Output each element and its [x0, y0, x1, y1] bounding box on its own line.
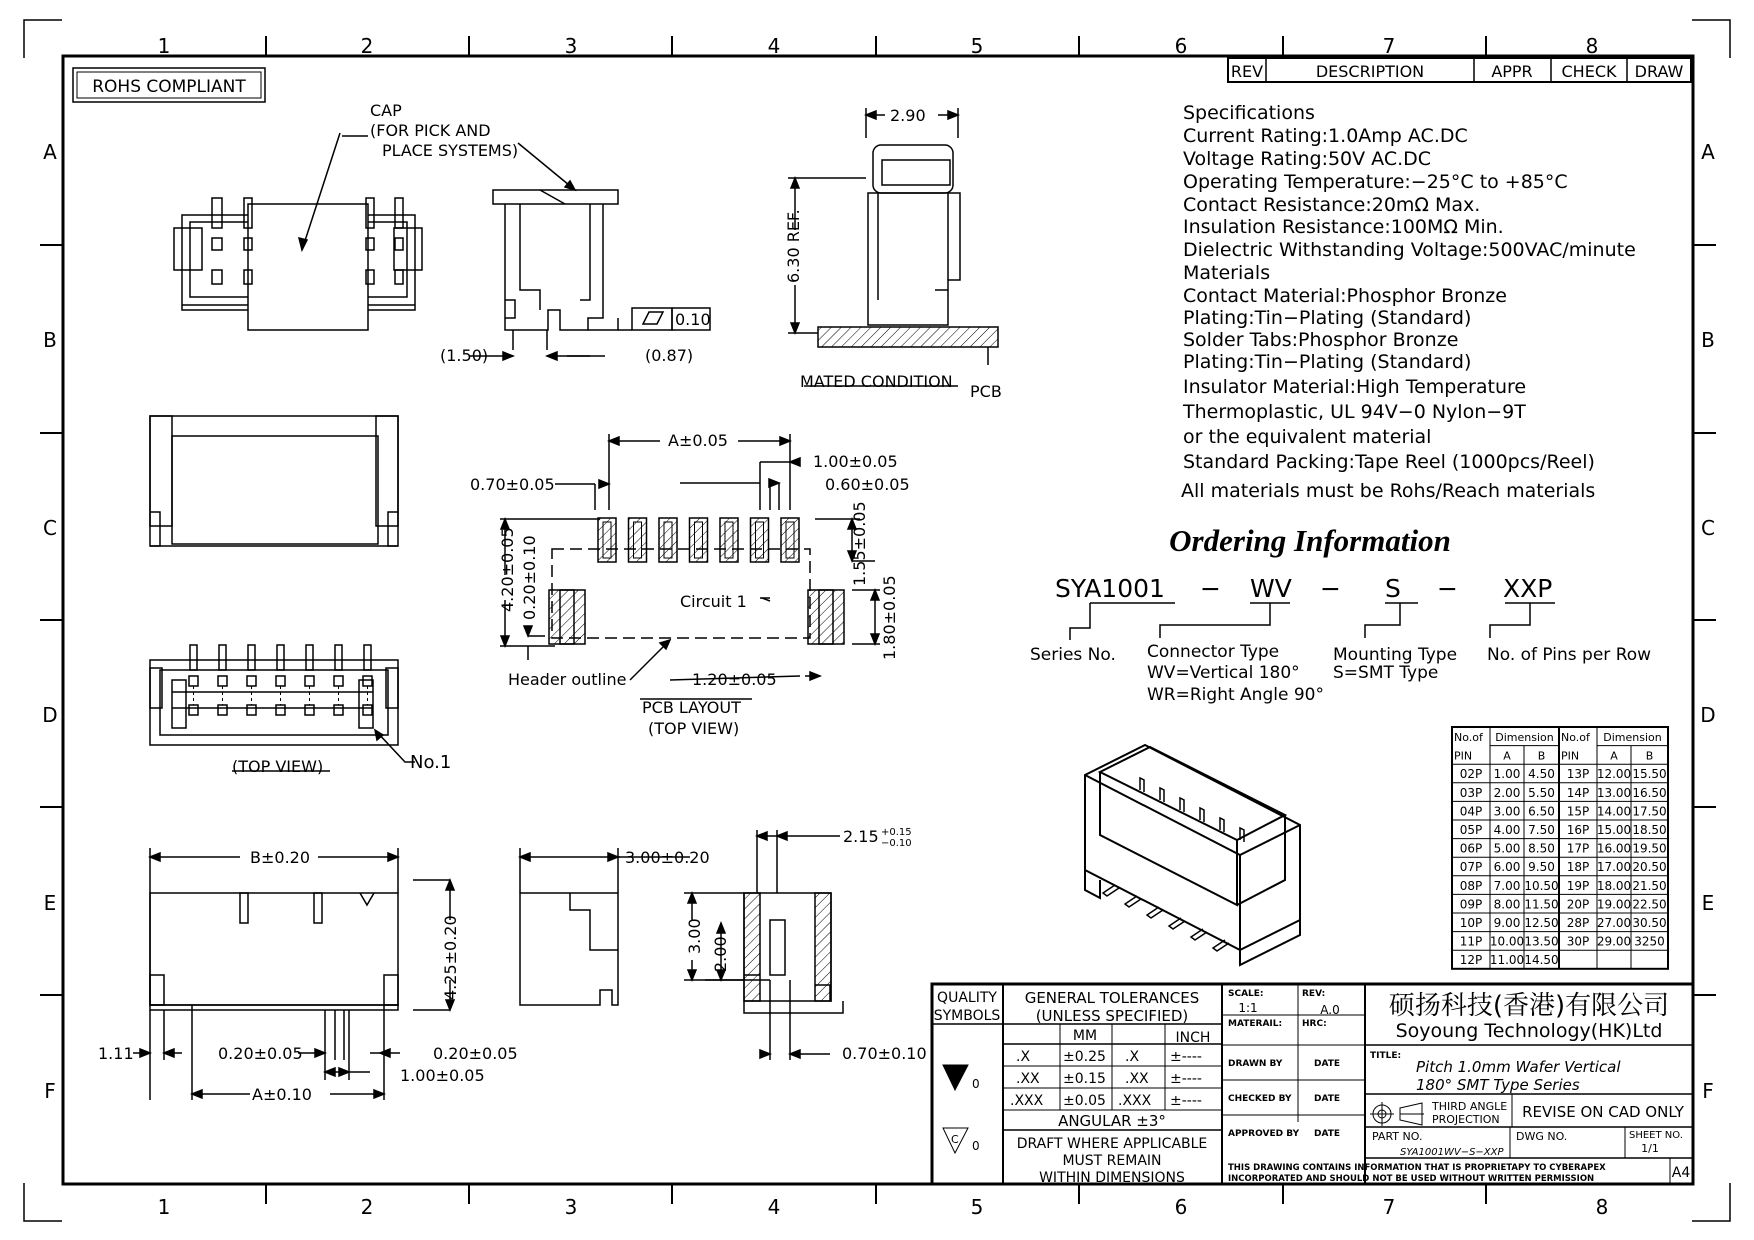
pcb-pad	[781, 518, 799, 562]
col-label: 7	[1382, 34, 1396, 58]
table-cell: 2.00	[1493, 785, 1521, 800]
col-label: 8	[1595, 1195, 1609, 1219]
partno-value: SYA1001WV−S−XXP	[1400, 1147, 1504, 1158]
table-header: B	[1537, 749, 1546, 763]
isometric-connector	[1085, 745, 1300, 965]
pin	[335, 645, 342, 670]
table-cell: 16P	[1566, 823, 1590, 837]
hrc-label: HRC:	[1302, 1019, 1327, 1029]
table-cell: 8.00	[1493, 897, 1521, 912]
dim-label: 0.20±0.10	[520, 535, 539, 620]
spec-line: Contact Resistance:20mΩ Max.	[1183, 194, 1481, 216]
dim-label: A±0.10	[252, 1085, 312, 1104]
dim-label: (1.50)	[440, 346, 489, 365]
table-cell: 9.50	[1528, 860, 1555, 875]
table-cell: 27.00	[1596, 916, 1632, 930]
date-label: DATE	[1314, 1059, 1341, 1069]
bottom-side-view	[520, 893, 618, 1005]
table-header: No.of	[1454, 731, 1483, 744]
dim-label: 1.00±0.05	[400, 1066, 485, 1085]
dim-label: 0.70±0.10	[842, 1044, 927, 1063]
table-header: B	[1645, 749, 1654, 763]
revise-label: REVISE ON CAD ONLY	[1522, 1103, 1684, 1121]
col-label: 6	[1174, 1195, 1188, 1219]
col-label: 7	[1382, 1195, 1396, 1219]
projection-label: PROJECTION	[1432, 1113, 1500, 1126]
iso-pin	[1200, 808, 1204, 822]
table-cell: 13.50	[1524, 934, 1559, 949]
pcb-pad	[690, 518, 708, 562]
pin	[248, 645, 255, 670]
row-label: D	[42, 703, 58, 727]
label-conn-wr: WR=Right Angle 90°	[1147, 685, 1324, 705]
cap-label: PLACE SYSTEMS)	[382, 141, 519, 160]
pcb-pad	[629, 518, 647, 562]
col-label: 8	[1585, 34, 1599, 58]
dim-label: 4.25±0.20	[441, 915, 460, 1000]
row-label: C	[43, 516, 57, 540]
table-cell: 6.00	[1493, 860, 1521, 875]
mated-label: MATED CONDITION	[800, 372, 953, 391]
table-cell: 28P	[1566, 916, 1590, 930]
table-cell: 18.00	[1596, 878, 1632, 893]
dim-label: 1.55±0.05	[850, 501, 869, 586]
tol-cell: .XXX	[1010, 1093, 1044, 1109]
spec-line: Plating:Tin−Plating (Standard)	[1183, 307, 1472, 329]
spec-line: Current Rating:1.0Amp AC.DC	[1183, 125, 1468, 147]
row-label: C	[1701, 516, 1715, 540]
table-cell: 10P	[1459, 916, 1483, 930]
label-mount: Mounting Type	[1333, 645, 1458, 665]
dim-label: 0.70±0.05	[470, 475, 555, 494]
material-label: MATERAIL:	[1228, 1019, 1283, 1029]
table-cell: 14.00	[1596, 804, 1632, 819]
drawing-title: 180° SMT Type Series	[1416, 1076, 1580, 1094]
drawing-title: Pitch 1.0mm Wafer Vertical	[1416, 1058, 1621, 1076]
inch-header: INCH	[1175, 1030, 1211, 1046]
table-cell: 08P	[1459, 878, 1483, 893]
tol-cell: .X	[1125, 1049, 1140, 1065]
table-cell: 6.50	[1528, 804, 1555, 819]
specifications	[1181, 102, 1636, 502]
part-dash: −	[1320, 574, 1341, 603]
pin	[277, 645, 284, 670]
part-series: SYA1001	[1055, 574, 1165, 603]
row-label: B	[43, 328, 57, 352]
tol-cell: .XX	[1125, 1071, 1149, 1087]
top-view	[150, 660, 398, 745]
table-cell: 19.00	[1596, 897, 1632, 912]
approved-label: APPROVED BY	[1228, 1129, 1300, 1139]
table-cell: 13P	[1566, 767, 1590, 782]
table-cell: 04P	[1459, 804, 1483, 819]
draft-label: DRAFT WHERE APPLICABLE	[1016, 1136, 1208, 1152]
col-label: 5	[970, 1195, 984, 1219]
table-cell: 30P	[1566, 934, 1590, 949]
row-label: F	[44, 1079, 56, 1103]
spec-line: Solder Tabs:Phosphor Bronze	[1183, 329, 1459, 351]
date-label: DATE	[1314, 1129, 1341, 1139]
tol-cell: .XXX	[1118, 1093, 1152, 1109]
table-cell: 06P	[1459, 841, 1483, 856]
projection-label: THIRD ANGLE	[1432, 1100, 1508, 1113]
spec-line: Materials	[1183, 262, 1271, 284]
tolerance-sub: (UNLESS SPECIFIED)	[1035, 1007, 1189, 1025]
table-header: A	[1610, 749, 1618, 763]
table-cell: 11P	[1459, 934, 1483, 949]
spec-line: Voltage Rating:50V AC.DC	[1183, 148, 1432, 170]
partno-label: PART NO.	[1372, 1130, 1423, 1143]
label-pins: No. of Pins per Row	[1487, 645, 1652, 665]
col-label: 3	[564, 1195, 578, 1219]
rev-value: A.0	[1320, 1003, 1340, 1017]
table-cell: 17.00	[1596, 860, 1632, 875]
table-cell: 11.00	[1489, 953, 1525, 968]
table-cell: 12.50	[1524, 916, 1559, 930]
pcb-pad	[720, 518, 738, 562]
front-view	[174, 198, 422, 330]
dim-tolerance: −0.10	[881, 838, 912, 849]
dim-label: 0.20±0.05	[218, 1044, 303, 1063]
symbol-value: 0	[972, 1077, 980, 1091]
dim-label: 1.11	[98, 1044, 134, 1063]
pin	[306, 645, 313, 670]
col-label: 5	[970, 34, 984, 58]
table-cell: 9.00	[1493, 916, 1521, 930]
label-series: Series No.	[1030, 645, 1116, 665]
table-header: Dimension	[1603, 731, 1662, 744]
symbol-value: 0	[972, 1139, 980, 1153]
title-label: TITLE:	[1370, 1051, 1402, 1061]
dim-label: 4.20±0.05	[498, 527, 517, 612]
company-cn: 硕扬科技(香港)有限公司	[1388, 991, 1670, 1021]
dim-label: 3.00	[685, 918, 704, 954]
table-cell: 18P	[1566, 860, 1590, 875]
pcb-pad	[659, 518, 677, 562]
spec-line: or the equivalent material	[1183, 426, 1432, 448]
ordering-information	[1030, 523, 1651, 705]
symbol-c: C	[951, 1133, 959, 1146]
dim-label: 3.00±0.20	[625, 848, 710, 867]
table-cell: 15P	[1566, 804, 1590, 819]
scale-value: 1:1	[1238, 1001, 1258, 1015]
table-header: No.of	[1561, 731, 1590, 744]
table-cell: 29.00	[1596, 934, 1632, 949]
table-cell: 7.50	[1528, 823, 1555, 837]
table-cell: 05P	[1459, 823, 1483, 837]
col-label: 4	[767, 34, 781, 58]
col-label: 2	[360, 34, 374, 58]
dim-label: 2.90	[890, 106, 926, 125]
table-cell: 16.00	[1596, 841, 1632, 856]
part-pins: XXP	[1503, 574, 1553, 603]
table-cell: 07P	[1459, 860, 1483, 875]
dim-label: 1.80±0.05	[880, 575, 899, 660]
topview-label: (TOP VIEW)	[232, 757, 324, 776]
iso-pin	[1160, 788, 1164, 802]
draw-header: DRAW	[1634, 62, 1684, 81]
col-label: 1	[157, 1195, 171, 1219]
spec-line: Plating:Tin−Plating (Standard)	[1183, 351, 1472, 373]
checked-label: CHECKED BY	[1228, 1094, 1292, 1104]
table-cell: 10.00	[1489, 934, 1525, 949]
sheet-label: SHEET NO.	[1629, 1130, 1683, 1141]
spec-line: Insulator Material:High Temperature	[1183, 376, 1527, 398]
col-label: 4	[767, 1195, 781, 1219]
table-cell: 15.00	[1596, 823, 1632, 837]
spec-line: Contact Material:Phosphor Bronze	[1183, 285, 1507, 307]
table-cell: 16.50	[1632, 785, 1667, 800]
part-dash: −	[1200, 574, 1221, 603]
dim-tolerance: +0.15	[881, 827, 912, 838]
table-cell: 20P	[1566, 897, 1590, 912]
pcb-label: PCB	[970, 382, 1002, 401]
tolerance-title: GENERAL TOLERANCES	[1024, 989, 1200, 1007]
pcb-pad	[751, 518, 769, 562]
dwg-label: DWG NO.	[1516, 1130, 1568, 1143]
table-cell: 14.50	[1524, 953, 1559, 968]
no1-label: No.1	[410, 752, 452, 773]
spec-line: Standard Packing:Tape Reel (1000pcs/Reel)	[1183, 451, 1595, 473]
iso-pin	[1240, 828, 1244, 842]
appr-header: APPR	[1491, 62, 1533, 81]
section-view	[744, 893, 843, 1013]
dim-label: 1.20±0.05	[692, 670, 777, 689]
pin	[364, 645, 371, 670]
rohs-label: ROHS COMPLIANT	[92, 77, 246, 97]
pin	[190, 645, 197, 670]
dim-label: 2.00	[711, 936, 730, 972]
table-header: Dimension	[1495, 731, 1554, 744]
table-cell: 5.50	[1528, 785, 1555, 800]
part-type: WV	[1250, 574, 1292, 603]
col-label: 3	[564, 34, 578, 58]
mm-header: MM	[1072, 1028, 1098, 1044]
label-conn-wv: WV=Vertical 180°	[1147, 663, 1300, 683]
table-cell: 22.50	[1632, 897, 1667, 912]
table-cell: 17.50	[1632, 804, 1667, 819]
table-cell: 03P	[1459, 785, 1483, 800]
angular-label: ANGULAR ±3°	[1058, 1112, 1166, 1130]
revision-block	[1228, 58, 1691, 82]
side-view	[493, 190, 618, 330]
dim-label: A±0.05	[668, 431, 728, 450]
tol-cell: .X	[1016, 1049, 1031, 1065]
row-label: D	[1700, 703, 1716, 727]
sheet-value: 1/1	[1641, 1142, 1659, 1155]
col-label: 2	[360, 1195, 374, 1219]
table-cell: 3250	[1634, 934, 1665, 949]
table-cell: 12P	[1459, 953, 1483, 968]
table-cell: 10.50	[1524, 878, 1559, 893]
table-header: PIN	[1454, 749, 1473, 763]
table-cell: 11.50	[1524, 897, 1559, 912]
dim-label: 0.60±0.05	[825, 475, 910, 494]
table-cell: 09P	[1459, 897, 1483, 912]
table-cell: 1.00	[1493, 767, 1521, 782]
part-dash: −	[1437, 574, 1458, 603]
table-cell: 21.50	[1632, 878, 1667, 893]
rev-header: REV	[1230, 62, 1264, 81]
row-label: F	[1702, 1079, 1714, 1103]
table-cell: 7.00	[1493, 878, 1521, 893]
check-header: CHECK	[1561, 62, 1617, 81]
iso-pin	[1220, 818, 1224, 832]
pin	[219, 645, 226, 670]
description-header: DESCRIPTION	[1315, 62, 1425, 81]
spec-line: All materials must be Rohs/Reach materials	[1181, 480, 1596, 502]
draft-label: MUST REMAIN	[1062, 1153, 1162, 1169]
profile-view	[150, 416, 398, 546]
header-label: Header outline	[508, 670, 627, 689]
table-cell: 02P	[1459, 767, 1483, 782]
col-label: 6	[1174, 34, 1188, 58]
table-cell: 17P	[1566, 841, 1590, 856]
tol-cell: ±----	[1170, 1071, 1202, 1087]
cap-label: (FOR PICK AND	[370, 121, 491, 140]
dim-label: B±0.20	[250, 848, 311, 867]
iso-pin	[1140, 778, 1144, 792]
row-label: B	[1701, 328, 1715, 352]
scale-label: SCALE:	[1228, 989, 1264, 999]
pcb-pad	[598, 518, 616, 562]
dim-label: 0.10	[675, 310, 711, 329]
dim-label: 1.00±0.05	[813, 452, 898, 471]
spec-line: Specifications	[1183, 102, 1315, 124]
mated-view	[818, 145, 998, 347]
rev-label: REV:	[1302, 989, 1326, 999]
label-conn: Connector Type	[1147, 642, 1280, 662]
spec-line: Operating Temperature:−25°C to +85°C	[1183, 171, 1568, 193]
table-cell: 13.00	[1596, 785, 1632, 800]
table-cell: 4.00	[1493, 823, 1521, 837]
table-cell: 14P	[1566, 785, 1590, 800]
table-cell: 5.00	[1493, 841, 1521, 856]
quality-label: QUALITY	[937, 990, 997, 1006]
tol-cell: ±0.05	[1063, 1093, 1106, 1109]
col-label: 1	[157, 34, 171, 58]
tol-cell: ±0.15	[1063, 1071, 1106, 1087]
row-label: E	[43, 891, 57, 915]
table-cell: 12.00	[1596, 767, 1632, 782]
row-label: E	[1701, 891, 1715, 915]
draft-label: WITHIN DIMENSIONS	[1039, 1170, 1185, 1186]
dim-label: (0.87)	[645, 346, 694, 365]
dim-label: 2.15	[843, 827, 879, 846]
date-label: DATE	[1314, 1094, 1341, 1104]
table-cell: 8.50	[1528, 841, 1555, 856]
row-label: A	[43, 140, 57, 164]
ordering-title: Ordering Information	[1169, 523, 1451, 558]
tol-cell: ±----	[1170, 1049, 1202, 1065]
cap-label: CAP	[370, 101, 402, 120]
tol-cell: .XX	[1016, 1071, 1040, 1087]
table-header: A	[1503, 749, 1511, 763]
topview-label: (TOP VIEW)	[648, 719, 740, 738]
proprietary-note: THIS DRAWING CONTAINS INFORMATION THAT IS PROPRIETAPY TO CYBERAPEX	[1228, 1163, 1606, 1173]
table-cell: 30.50	[1632, 916, 1667, 930]
spec-line: Dielectric Withstanding Voltage:500VAC/minute	[1183, 239, 1636, 261]
dimension-table	[1452, 727, 1668, 969]
spec-line: Insulation Resistance:100MΩ Min.	[1183, 216, 1504, 238]
table-cell: 19.50	[1632, 841, 1667, 856]
circuit-label: Circuit 1	[680, 592, 747, 611]
tol-cell: ±0.25	[1063, 1049, 1106, 1065]
row-label: A	[1701, 140, 1715, 164]
table-cell: 15.50	[1632, 767, 1667, 782]
drawn-label: DRAWN BY	[1228, 1059, 1283, 1069]
table-header: PIN	[1561, 749, 1580, 763]
table-cell: 4.50	[1528, 767, 1555, 782]
table-cell: 3.00	[1493, 804, 1521, 819]
tol-cell: ±----	[1170, 1093, 1202, 1109]
iso-pin	[1180, 798, 1184, 812]
table-cell: 19P	[1566, 878, 1590, 893]
proprietary-note: INCORPORATED AND SHOULD NOT BE USED WITHOUT WRITTEN PERMISSION	[1228, 1174, 1595, 1184]
table-cell: 20.50	[1632, 860, 1667, 875]
symbols-label: SYMBOLS	[933, 1008, 1001, 1024]
pcb-layout-label: PCB LAYOUT	[642, 698, 741, 717]
bottom-front-view	[150, 893, 398, 1010]
label-mount-s: S=SMT Type	[1333, 663, 1439, 683]
dim-label: 6.30 REF.	[784, 209, 803, 283]
sheet-size: A4	[1671, 1165, 1691, 1181]
company-en: Soyoung Technology(HK)Ltd	[1395, 1020, 1663, 1042]
dim-label: 0.20±0.05	[433, 1044, 518, 1063]
table-cell: 18.50	[1632, 823, 1667, 837]
spec-line: Thermoplastic, UL 94V−0 Nylon−9T	[1183, 401, 1526, 423]
part-mount: S	[1385, 574, 1401, 603]
